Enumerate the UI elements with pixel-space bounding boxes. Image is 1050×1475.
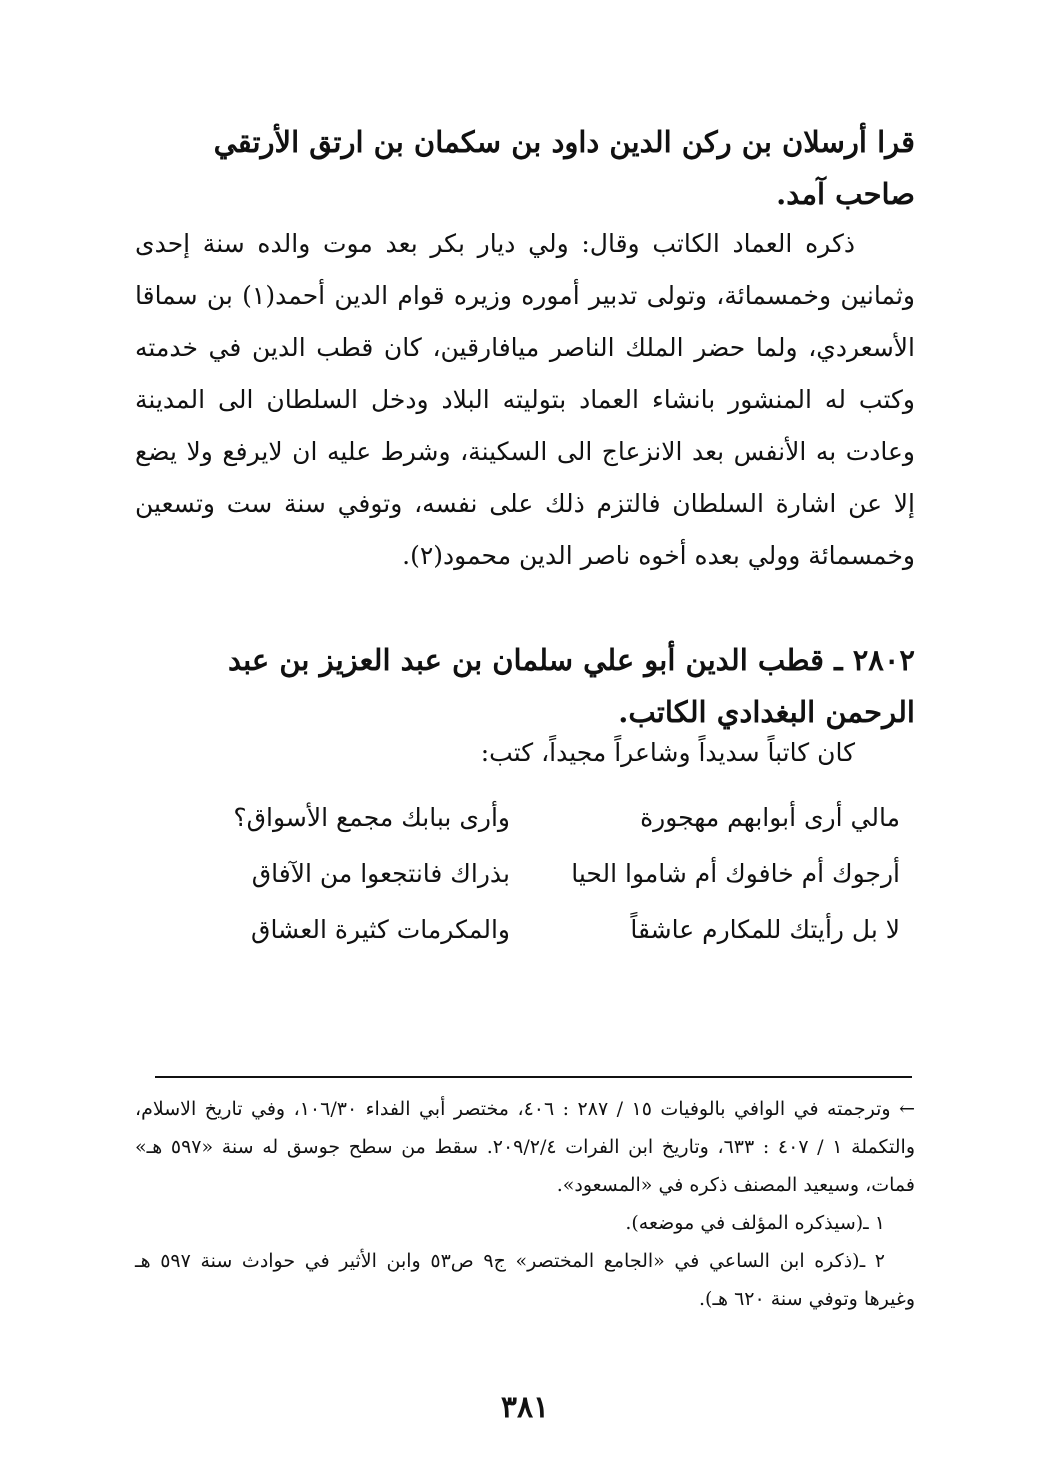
first-hemistich: لا بل رأيتك للمكارم عاشقاً [630, 915, 900, 944]
second-hemistich: وأرى ببابك مجمع الأسواق؟ [233, 803, 510, 832]
poem [150, 790, 900, 958]
poem-verse [150, 846, 900, 902]
footnote-1: ١ ـ(سيذكره المؤلف في موضعه). [625, 1212, 885, 1234]
footnote-2: ٢ ـ(ذكره ابن الساعي في «الجامع المختصر» ج٩ ص٥٣ وابن الأثير في حوادث سنة ٥٩٧ هـ وغيرها وتوفي سنة ٦٢٠ هـ). [135, 1250, 915, 1310]
footnote-continuation: ← وترجمته في الوافي بالوفيات ١٥ / ٢٨٧ : ٤٠٦، مختصر أبي الفداء ١٠٦/٣٠، وفي تاريخ الاسلام، والتكملة ١ / ٤٠٧ : ٦٣٣، وتاريخ ابن الفرات ٢٠٩/٢/٤. سقط من سطح جوسق له سنة «٥٩٧ هـ» فمات، وسيعيد المصنف ذكره في «المسعود». [135, 1098, 916, 1196]
entry-title: ٢٨٠٢ ـ قطب الدين أبو علي سلمان بن عبد العزيز بن عبد الرحمن البغدادي الكاتب. [227, 643, 915, 729]
footnote-divider [155, 1076, 912, 1078]
poem-verse [150, 790, 900, 846]
first-hemistich: أرجوك أم خافوك أم شاموا الحيا [571, 859, 900, 888]
second-hemistich: والمكرمات كثيرة العشاق [251, 915, 510, 944]
footnotes [135, 1090, 915, 1318]
entry-intro: كان كاتباً سديداً وشاعراً مجيداً، كتب: [480, 738, 855, 767]
page-number: ٣٨١ [500, 1390, 550, 1425]
first-hemistich: مالي أرى أبوابهم مهجورة [640, 803, 900, 832]
entry-title: قرا أرسلان بن ركن الدين داود بن سكمان بن ارتق الأرتقي صاحب آمد. [213, 125, 915, 211]
entry-body: ذكره العماد الكاتب وقال: ولي ديار بكر بعد موت والده سنة إحدى وثمانين وخمسمائة، وتولى تدبير أموره وزيره قوام الدين أحمد(١) بن سماقا الأسعردي، ولما حضر الملك الناصر ميافارقين، كان قطب الدين في خدمته وكتب له المنشور بانشاء العماد بتوليته البلاد ودخل السلطان الى المدينة وعادت به الأنفس بعد الانزعاج الى السكينة، وشرط عليه ان لايرفع ولا يضع إلا عن اشارة السلطان فالتزم ذلك على نفسه، وتوفي سنة ست وتسعين وخمسمائة وولي بعده أخوه ناصر الدين محمود(٢). [135, 229, 915, 570]
second-hemistich: بذراك فانتجعوا من الآفاق [251, 859, 510, 888]
poem-verse [150, 902, 900, 958]
